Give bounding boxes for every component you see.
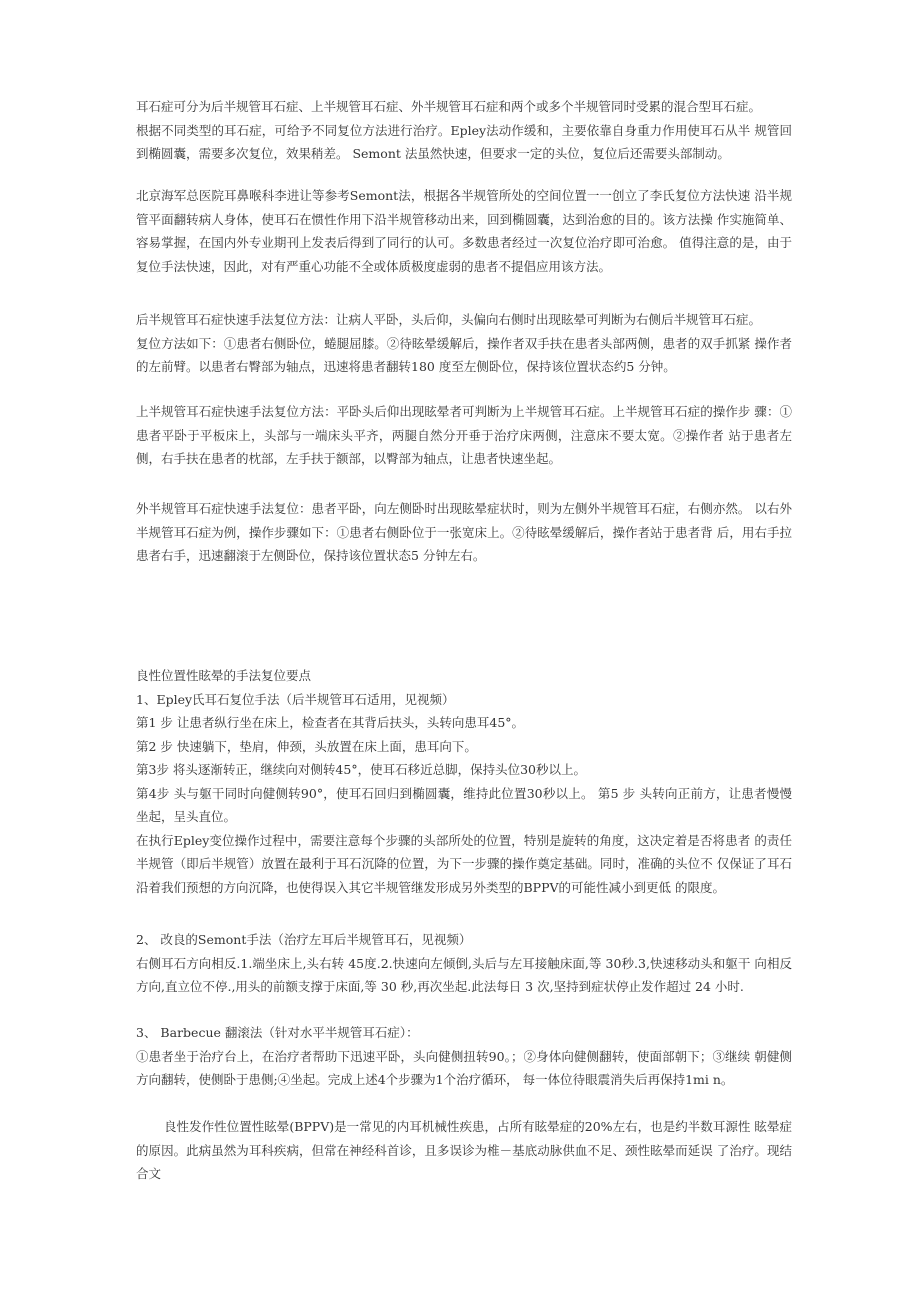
paragraph: 上半规管耳石症快速手法复位方法：平卧头后仰出现眩晕者可判断为上半规管耳石症。上半规管耳石症的操作步 骤：①患者平卧于平板床上，头部与一端床头平齐，两腿自然分开垂于治疗床两侧，注意床不要太宽。②操作者 站于患者左侧，右手扶在患者的枕部，左手扶于额部，以臀部为轴点，让患者快速坐起。 xyxy=(136,404,792,466)
section-superior-canal xyxy=(136,400,792,471)
step-2: 第2 步 快速躺下，垫肩，伸颈，头放置在床上面，患耳向下。 xyxy=(136,738,477,754)
subheading-barbecue: 3、 Barbecue 翻滚法（针对水平半规管耳石症）： xyxy=(136,1025,419,1040)
step-3: 第3步 将头逐渐转正，继续向对侧转45°，使耳石移近总脚，保持头位30秒以上。 xyxy=(136,762,586,777)
paragraph: 北京海军总医院耳鼻喉科李进让等参考Semont法，根据各半规管所处的空间位置一一创立了李氏复位方法快速 沿半规管平面翻转病人身体，使耳石在惯性作用下沿半规管移动出来，回到椭圆囊，达到治愈的目的。该方法操 作实施简单、容易掌握，在国内外专业期刊上发表后得到了同行的认可。多数患者经过一次复位治疗即可治愈。 值得注意的是，由于复位手法快速，因此，对有严重心功能不全或体质极度虚弱的患者不提倡应用该方法。 xyxy=(136,188,792,274)
paragraph: 后半规管耳石症快速手法复位方法：让病人平卧，头后仰，头偏向右侧时出现眩晕可判断为右侧后半规管耳石症。 xyxy=(136,312,762,327)
step-1: 第1 步 让患者纵行坐在床上，检查者在其背后扶头，头转向患耳45°。 xyxy=(136,715,525,730)
section-bppv-intro xyxy=(136,1115,792,1186)
subheading-epley: 1、Epley氏耳石复位手法（后半规管耳石适用，见视频） xyxy=(136,691,455,707)
section-barbecue xyxy=(136,1021,792,1092)
section-repositioning-points xyxy=(136,664,792,899)
subheading-semont: 2、 改良的Semont手法（治疗左耳后半规管耳石，见视频） xyxy=(136,932,472,947)
paragraph: 在执行Epley变位操作过程中，需要注意每个步骤的头部所处的位置，特别是旋转的角度，这决定着是否将患者 的责任半规管（即后半规管）放置在最利于耳石沉降的位置，为下一步骤的操作奠定基础。同时，准确的头位不 仅保证了耳石沿着我们预想的方向沉降，也使得误入其它半规管继发形成另外类型的BPPV的可能性减小到更低 的限度。 xyxy=(136,832,792,895)
section-otolith-types xyxy=(136,95,792,166)
section-li-method xyxy=(136,184,792,278)
paragraph: 耳石症可分为后半规管耳石症、上半规管耳石症、外半规管耳石症和两个或多个半规管同时受累的混合型耳石症。 xyxy=(136,99,762,114)
paragraph: 根据不同类型的耳石症，可给予不同复位方法进行治疗。Epley法动作缓和，主要依靠自身重力作用使耳石从半 规管回到椭圆囊，需要多次复位，效果稍差。 Semont 法虽然快速，但要求一定的头位，复位后还需要头部制动。 xyxy=(136,122,792,161)
paragraph: 右侧耳石方向相反.1.端坐床上,头右转 45度.2.快速向左倾倒,头后与左耳接触床面,等 30秒.3,快速移动头和躯干 向相反方向,直立位不停.,用头的前额支撑于床面,等 30 秒,再次坐起.此法每日 3 次,坚持到症状停止发作超过 24 小时. xyxy=(136,955,792,994)
paragraph: 复位方法如下：①患者右侧卧位，蜷腿屈膝。②待眩晕缓解后，操作者双手扶在患者头部两侧，患者的双手抓紧 操作者的左前臂。以患者右臀部为轴点，迅速将患者翻转180 度至左侧卧位，保持该位置状态约5 分钟。 xyxy=(136,335,792,374)
step-4-5: 第4步 头与躯干同时向健侧转90°，使耳石回归到椭圆囊，维持此位置30秒以上。 第5 步 头转向正前方，让患者慢慢坐起，呈头直位。 xyxy=(136,785,792,824)
paragraph: ①患者坐于治疗台上，在治疗者帮助下迅速平卧，头向健侧扭转90。；②身体向健侧翻转，使面部朝下；③继续 朝健侧方向翻转，使侧卧于患侧;④坐起。完成上述4个步骤为1个治疗循环， 每一体位待眼震消失后再保持1mi n。 xyxy=(136,1048,792,1087)
paragraph: 外半规管耳石症快速手法复位：患者平卧，向左侧卧时出现眩晕症状时，则为左侧外半规管耳石症，右侧亦然。 以右外半规管耳石症为例，操作步骤如下：①患者右侧卧位于一张宽床上。②待眩晕缓解后，操作者站于患者背 后，用右手拉患者右手，迅速翻滚于左侧卧位，保持该位置状态5 分钟左右。 xyxy=(136,501,792,563)
section-title: 良性位置性眩晕的手法复位要点 xyxy=(136,668,312,683)
section-lateral-canal xyxy=(136,497,792,568)
section-semont xyxy=(136,928,792,999)
section-posterior-canal xyxy=(136,308,792,379)
paragraph: 良性发作性位置性眩晕(BPPV)是一常见的内耳机械性疾患，占所有眩晕症的20%左右，也是约半数耳源性 眩晕症的原因。此病虽然为耳科疾病，但常在神经科首诊，且多误诊为椎－基底动脉供血不足、颈性眩晕而延误 了治疗。现结合文 xyxy=(136,1119,792,1181)
